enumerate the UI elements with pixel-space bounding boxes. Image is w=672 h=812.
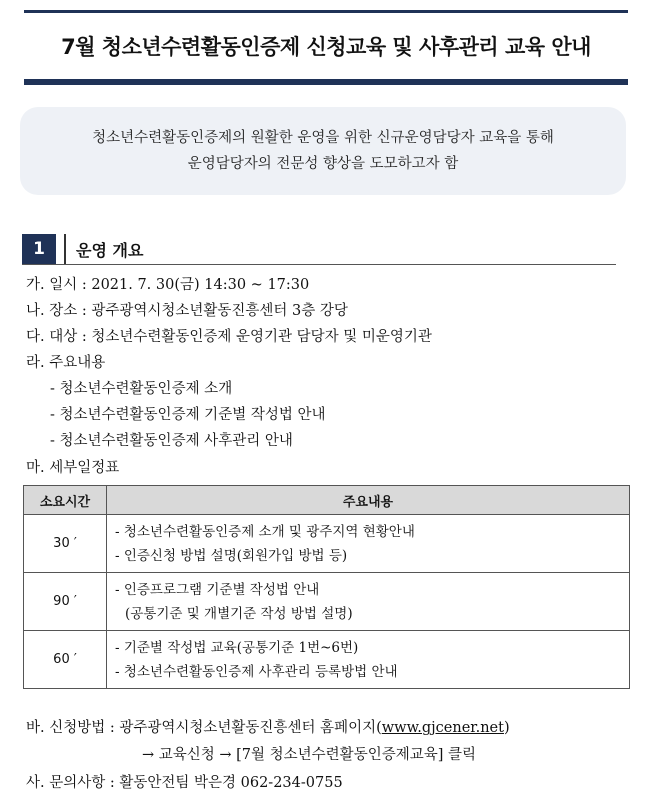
row-line: - 청소년수련활동인증제 소개 및 광주지역 현황안내 <box>115 523 415 540</box>
document-title: 7월 청소년수련활동인증제 신청교육 및 사후관리 교육 안내 <box>61 35 591 59</box>
section-heading <box>22 234 616 265</box>
apply-line <box>26 716 510 737</box>
row-contents <box>107 515 630 573</box>
item-schedule-head: 마. 세부일정표 <box>26 460 120 476</box>
header-contents: 주요내용 <box>107 486 630 515</box>
row-line: - 청소년수련활동인증제 사후관리 등록방법 안내 <box>115 663 398 680</box>
row-line: - 인증신청 방법 설명(회원가입 방법 등) <box>115 547 348 564</box>
title-block <box>24 10 628 85</box>
content-item: - 청소년수련활동인증제 소개 <box>50 381 233 397</box>
table-header-row <box>24 486 630 515</box>
content-item: - 청소년수련활동인증제 기준별 작성법 안내 <box>50 407 326 423</box>
schedule-table <box>23 485 630 689</box>
summary-line-2: 운영담당자의 전문성 향상을 도모하고자 함 <box>187 156 459 172</box>
section-title: 운영 개요 <box>64 234 143 264</box>
apply-steps: → 교육신청 → [7월 청소년수련활동인증제교육] 클릭 <box>142 747 477 763</box>
section-number: 1 <box>22 234 56 264</box>
apply-label: 바. 신청방법 : 광주광역시청소년활동진흥센터 홈페이지( <box>26 720 382 736</box>
apply-close: ) <box>503 720 510 736</box>
table-row <box>24 515 630 573</box>
row-contents <box>107 631 630 689</box>
item-contents-head: 라. 주요내용 <box>26 355 106 371</box>
row-line: (공통기준 및 개별기준 작성 방법 설명) <box>125 605 353 622</box>
contact-line: 사. 문의사항 : 활동안전팀 박은경 062-234-0755 <box>26 775 343 791</box>
row-contents <box>107 573 630 631</box>
header-time: 소요시간 <box>24 486 107 515</box>
item-date: 가. 일시 : 2021. 7. 30(금) 14:30 ~ 17:30 <box>26 277 310 293</box>
table-row <box>24 573 630 631</box>
row-time: 60 ′ <box>24 631 107 689</box>
row-line: - 인증프로그램 기준별 작성법 안내 <box>115 581 320 598</box>
row-time: 90 ′ <box>24 573 107 631</box>
row-line: - 기준별 작성법 교육(공통기준 1번~6번) <box>115 639 359 656</box>
content-item: - 청소년수련활동인증제 사후관리 안내 <box>50 433 293 449</box>
item-place: 나. 장소 : 광주광역시청소년활동진흥센터 3층 강당 <box>26 303 348 319</box>
summary-box <box>20 107 626 195</box>
homepage-link[interactable]: www.gjcener.net <box>381 720 504 736</box>
row-time: 30 ′ <box>24 515 107 573</box>
title-bottom-rule <box>24 79 628 85</box>
table-row <box>24 631 630 689</box>
summary-line-1: 청소년수련활동인증제의 원활한 운영을 위한 신규운영담당자 교육을 통해 <box>92 130 554 146</box>
item-target: 다. 대상 : 청소년수련활동인증제 운영기관 담당자 및 미운영기관 <box>26 329 432 345</box>
